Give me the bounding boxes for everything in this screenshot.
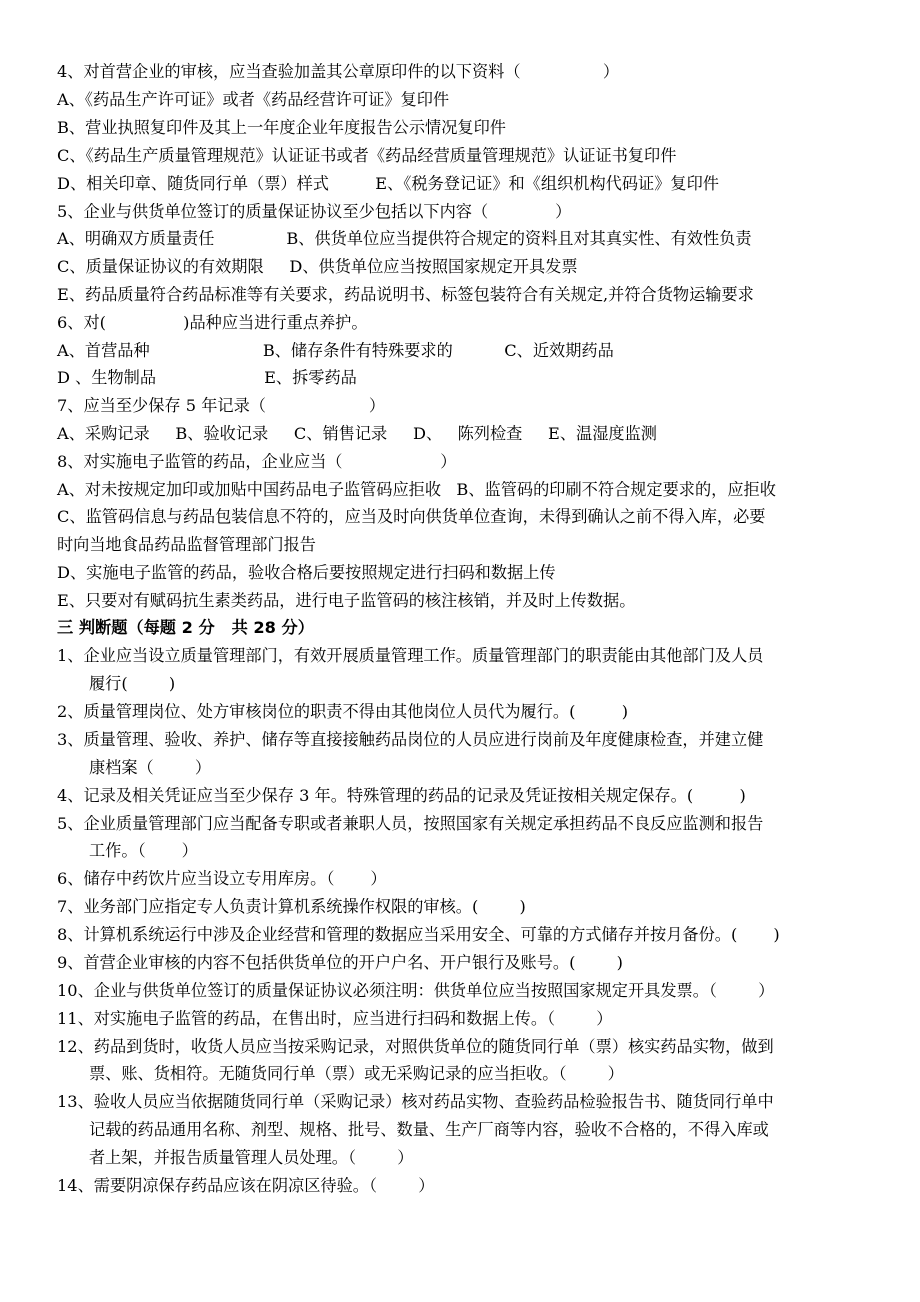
- judge-12-line-2: 票、账、货相符。无随货同行单（票）或无采购记录的应当拒收。（ ）: [89, 1064, 624, 1083]
- question-5-option-cd: C、质量保证协议的有效期限 D、供货单位应当按照国家规定开具发票: [57, 257, 578, 276]
- judge-2: 2、质量管理岗位、处方审核岗位的职责不得由其他岗位人员代为履行。( ): [57, 702, 629, 721]
- judge-13-line-1: 13、验收人员应当依据随货同行单（采购记录）核对药品实物、查验药品检验报告书、随货同行单中: [57, 1092, 774, 1111]
- judge-9: 9、首营企业审核的内容不包括供货单位的开户户名、开户银行及账号。( ): [57, 953, 623, 972]
- judge-5-line-1: 5、企业质量管理部门应当配备专职或者兼职人员，按照国家有关规定承担药品不良反应监测和报告: [57, 814, 764, 833]
- question-6-option-de: D 、生物制品 E、拆零药品: [57, 368, 357, 387]
- section-3-heading: 三 判断题（每题 2 分 共 28 分）: [57, 618, 314, 637]
- question-5-stem: 5、企业与供货单位签订的质量保证协议至少包括以下内容（ ）: [57, 202, 572, 221]
- judge-7: 7、业务部门应指定专人负责计算机系统操作权限的审核。( ): [57, 897, 526, 916]
- judge-3-line-1: 3、质量管理、验收、养护、储存等直接接触药品岗位的人员应进行岗前及年度健康检查，并建立健: [57, 730, 764, 749]
- question-8-option-c: C、监管码信息与药品包装信息不符的，应当及时向供货单位查询，未得到确认之前不得入库，必要: [57, 507, 766, 526]
- judge-1-line-1: 1、企业应当设立质量管理部门，有效开展质量管理工作。质量管理部门的职责能由其他部门及人员: [57, 646, 764, 665]
- question-6-option-abc: A、首营品种 B、储存条件有特殊要求的 C、近效期药品: [57, 341, 614, 360]
- judge-1-line-2: 履行( ): [89, 674, 176, 693]
- question-4-option-b: B、营业执照复印件及其上一年度企业年度报告公示情况复印件: [57, 118, 506, 137]
- question-8-option-d: D、实施电子监管的药品，验收合格后要按照规定进行扫码和数据上传: [57, 563, 556, 582]
- judge-5-line-2: 工作。（ ）: [89, 841, 198, 860]
- question-5-option-e: E、药品质量符合药品标准等有关要求，药品说明书、标签包装符合有关规定,并符合货物运输要求: [57, 285, 754, 304]
- judge-8: 8、计算机系统运行中涉及企业经营和管理的数据应当采用安全、可靠的方式储存并按月备份。( ): [57, 925, 780, 944]
- question-6-stem: 6、对( )品种应当进行重点养护。: [57, 313, 368, 332]
- question-7-options: A、采购记录 B、验收记录 C、销售记录 D、 陈列检查 E、温湿度监测: [57, 424, 657, 443]
- question-4-stem: 4、对首营企业的审核，应当查验加盖其公章原印件的以下资料（ ）: [57, 62, 620, 81]
- question-4-option-a: A、《药品生产许可证》或者《药品经营许可证》复印件: [57, 90, 450, 109]
- judge-13-line-3: 者上架，并报告质量管理人员处理。（ ）: [89, 1148, 414, 1167]
- question-5-option-ab: A、明确双方质量责任 B、供货单位应当提供符合规定的资料且对其真实性、有效性负责: [57, 229, 752, 248]
- question-4-option-c: C、《药品生产质量管理规范》认证证书或者《药品经营质量管理规范》认证证书复印件: [57, 146, 677, 165]
- judge-10: 10、企业与供货单位签订的质量保证协议必须注明：供货单位应当按照国家规定开具发票。（ ）: [57, 981, 775, 1000]
- judge-6: 6、储存中药饮片应当设立专用库房。（ ）: [57, 869, 387, 888]
- judge-11: 11、对实施电子监管的药品，在售出时，应当进行扫码和数据上传。（ ）: [57, 1009, 613, 1028]
- judge-14: 14、需要阴凉保存药品应该在阴凉区待验。（ ）: [57, 1176, 435, 1195]
- question-8-option-ab: A、对未按规定加印或加贴中国药品电子监管码应拒收 B、监管码的印刷不符合规定要求的，应拒收: [57, 480, 776, 499]
- question-8-stem: 8、对实施电子监管的药品，企业应当（ ）: [57, 452, 457, 471]
- judge-4: 4、记录及相关凭证应当至少保存 3 年。特殊管理的药品的记录及凭证按相关规定保存。( ): [57, 786, 746, 805]
- judge-12-line-1: 12、药品到货时，收货人员应当按采购记录，对照供货单位的随货同行单（票）核实药品实物，做到: [57, 1037, 774, 1056]
- question-4-option-de: D、相关印章、随货同行单（票）样式 E、《税务登记证》和《组织机构代码证》复印件: [57, 174, 719, 193]
- question-7-stem: 7、应当至少保存 5 年记录（ ）: [57, 396, 386, 415]
- judge-3-line-2: 康档案（ ）: [89, 758, 212, 777]
- question-8-option-e: E、只要对有赋码抗生素类药品，进行电子监管码的核注核销，并及时上传数据。: [57, 591, 636, 610]
- judge-13-line-2: 记载的药品通用名称、剂型、规格、批号、数量、生产厂商等内容，验收不合格的，不得入库或: [89, 1120, 769, 1139]
- question-8-option-c-cont: 时向当地食品药品监督管理部门报告: [57, 535, 316, 554]
